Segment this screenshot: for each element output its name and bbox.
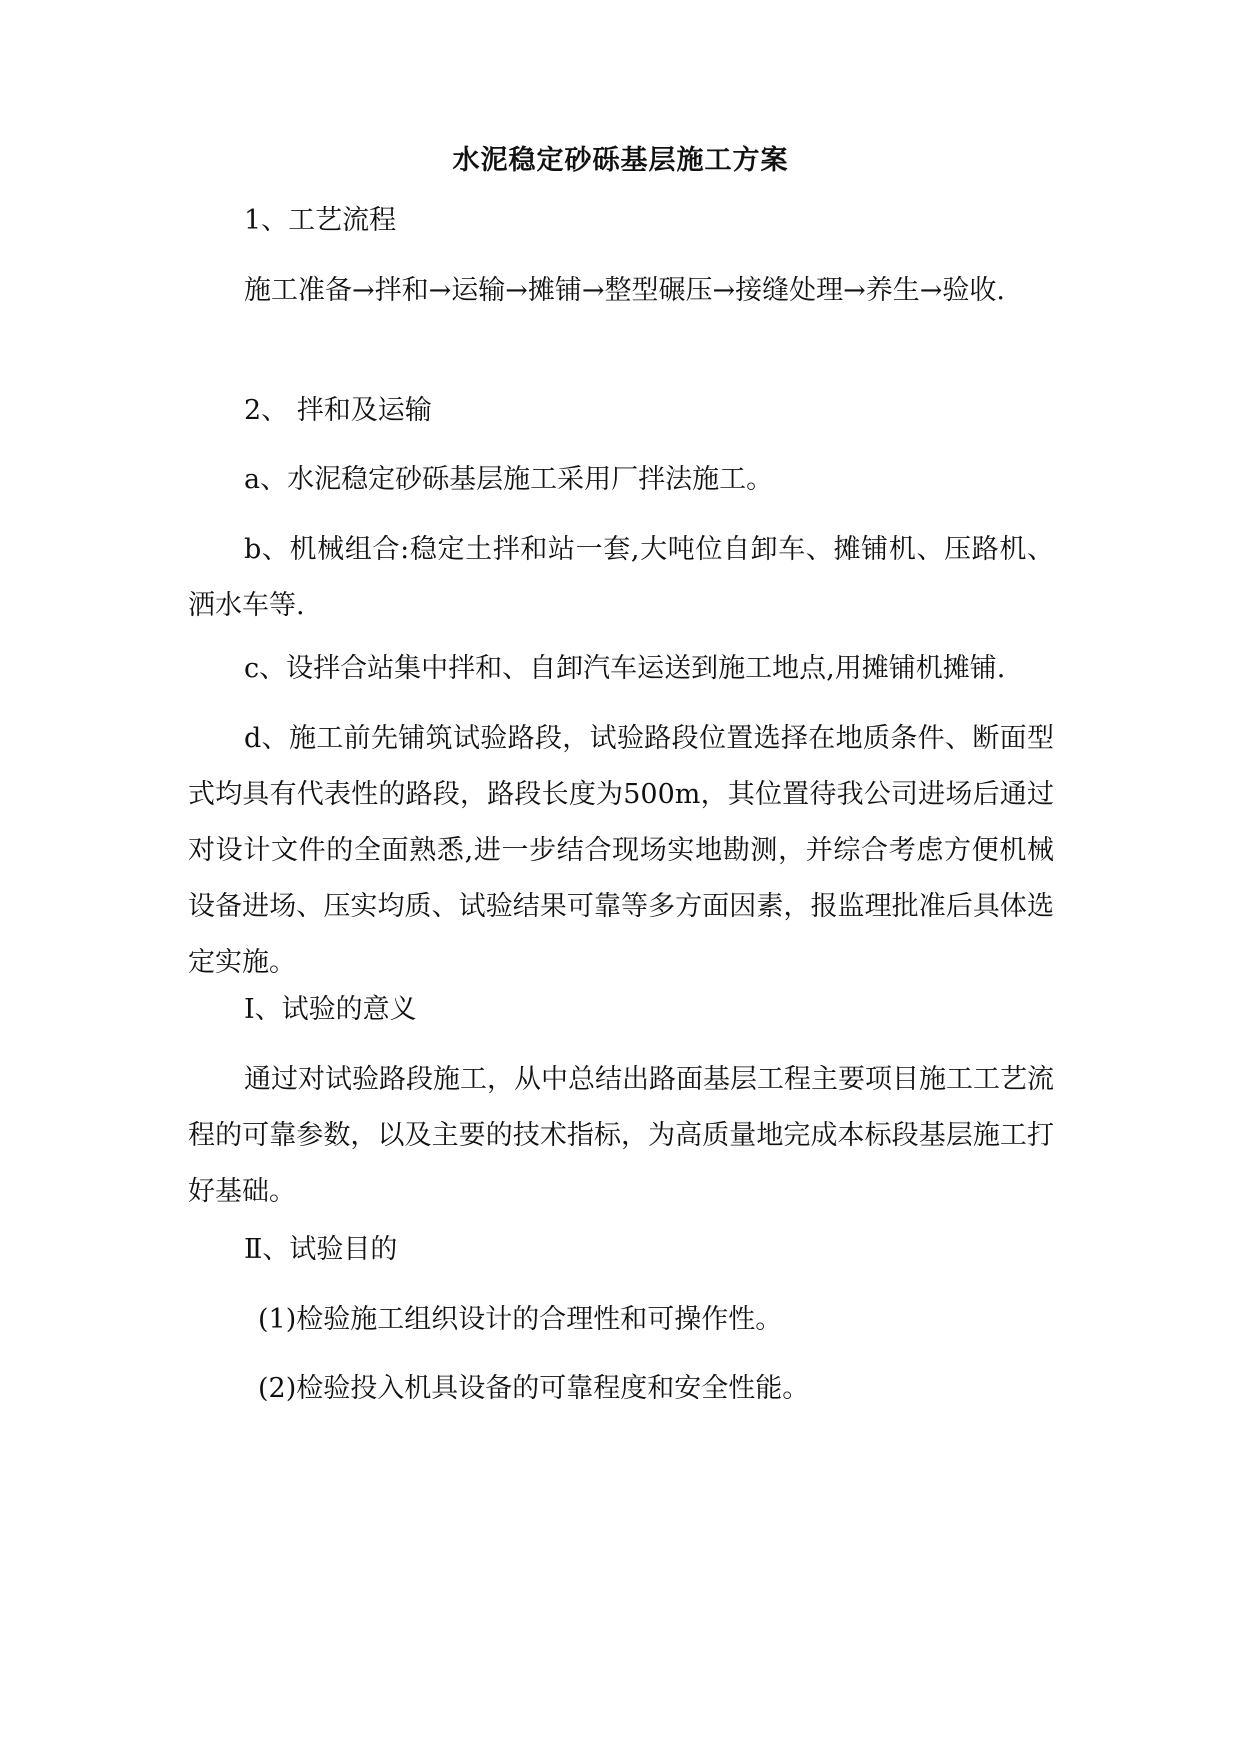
section-I-heading: I、试验的意义 [244, 994, 417, 1025]
section-1-process-text: 施工准备→拌和→运输→摊铺→整型碾压→接缝处理→养生→验收. [244, 275, 1005, 306]
item-c-text: c、设拌合站集中拌和、自卸汽车运送到施工地点,用摊铺机摊铺. [244, 653, 1006, 684]
item-d-text: d、施工前先铺筑试验路段，试验路段位置选择在地质条件、断面型式均具有代表性的路段，路段长度为500m，其位置待我公司进场后通过对设计文件的全面熟悉,进一步结合现场实地勘测，并综合考虑方便机械设备进场、压实均质、试验结果可靠等多方面因素，报监理批准后具体选定实施。 [188, 723, 1054, 978]
section-I-text: 通过对试验路段施工，从中总结出路面基层工程主要项目施工工艺流程的可靠参数，以及主要的技术指标，为高质量地完成本标段基层施工打好基础。 [188, 1064, 1054, 1207]
section-II-item-1: (1)检验施工组织设计的合理性和可操作性。 [258, 1304, 783, 1335]
section-II-item-2: (2)检验投入机具设备的可靠程度和安全性能。 [258, 1373, 810, 1404]
section-II-heading: Ⅱ、试验目的 [244, 1234, 398, 1265]
section-1-heading: 1、工艺流程 [244, 205, 397, 236]
item-a-text: a、水泥稳定砂砾基层施工采用厂拌法施工。 [244, 464, 774, 495]
document-title: 水泥稳定砂砾基层施工方案 [452, 145, 789, 176]
item-b-text: b、机械组合:稳定土拌和站一套,大吨位自卸车、摊铺机、压路机、洒水车等. [188, 534, 1054, 621]
section-2-heading: 2、 拌和及运输 [244, 395, 432, 426]
